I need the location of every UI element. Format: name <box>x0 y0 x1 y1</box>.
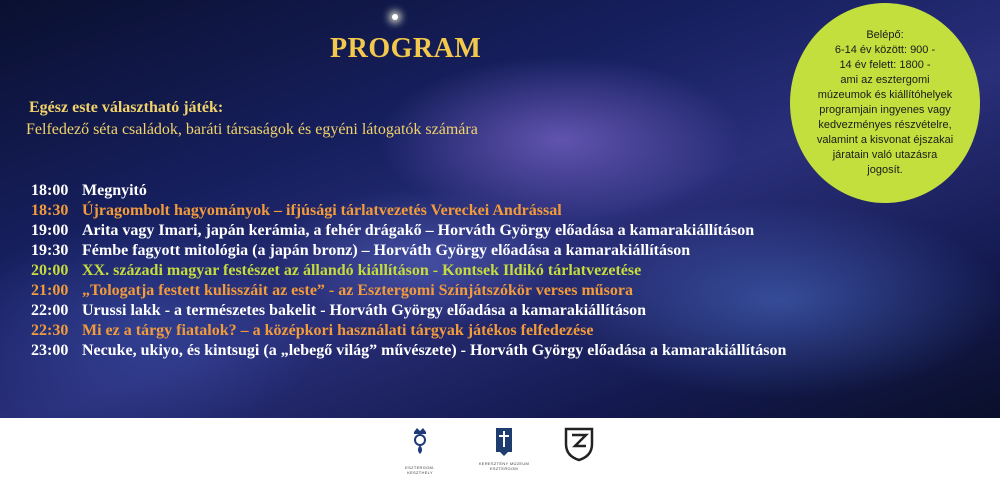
schedule-time: 18:30 <box>31 202 69 219</box>
museum-caption: KERESZTÉNY MÚZEUM <box>478 461 530 466</box>
schedule-row <box>31 221 786 241</box>
schedule-time: 22:30 <box>31 322 69 339</box>
schedule-event: Urussi lakk - a természetes bakelit - Horváth György előadása a kamarakiállításon <box>82 302 646 319</box>
schedule-time: 20:00 <box>31 262 69 279</box>
schedule-row <box>31 261 786 281</box>
schedule-time: 19:00 <box>31 222 69 239</box>
admission-line: 14 év felett: 1800 - <box>839 59 931 71</box>
admission-line: programjain ingyenes vagy <box>819 104 951 116</box>
crown-crest-icon <box>398 426 442 460</box>
admission-line: Belépő: <box>866 29 904 41</box>
shield-monogram-icon <box>563 426 595 462</box>
schedule-event: Necuke, ukiyo, és kintsugi (a „lebegő világ” művészete) - Horváth György előadása a kamarakiállításon <box>82 342 787 359</box>
admission-text <box>810 28 960 178</box>
page-title: PROGRAM <box>330 33 482 64</box>
schedule-event: Fémbe fagyott mitológia (a japán bronz) – Horváth György előadása a kamarakiállításon <box>82 242 691 259</box>
schedule-event: Mi ez a tárgy fiatalok? – a középkori használati tárgyak játékos felfedezése <box>82 322 594 339</box>
schedule-row <box>31 181 786 201</box>
schedule-row <box>31 341 786 361</box>
schedule-event: Arita vagy Imari, japán kerámia, a fehér drágakő – Horváth György előadása a kamarakiállításon <box>82 222 755 239</box>
schedule-row <box>31 201 786 221</box>
schedule-time: 19:30 <box>31 242 69 259</box>
schedule-event: Megnyitó <box>82 182 147 199</box>
footer-logos <box>0 418 1000 477</box>
crown-crest-logo <box>398 426 442 475</box>
schedule-row <box>31 321 786 341</box>
admission-line: jogosít. <box>867 164 903 176</box>
star-decoration <box>392 14 398 20</box>
schedule-time: 22:00 <box>31 302 69 319</box>
cross-tower-icon <box>476 426 532 456</box>
schedule-row <box>31 301 786 321</box>
admission-line: múzeumok és kiállítóhelyek <box>817 89 953 101</box>
schedule-event: „Tologatja festett kulisszáit az este” - az Esztergomi Színjátszókör verses műsora <box>82 282 634 299</box>
cross-tower-logo <box>476 426 532 471</box>
schedule-event: Újragombolt hagyományok – ifjúsági tárlatvezetés Vereckei Andrással <box>82 202 562 219</box>
admission-line: valamint a kisvonat éjszakai <box>816 134 954 146</box>
schedule-list <box>31 181 786 361</box>
admission-line: ami az esztergomi <box>840 74 930 86</box>
crown-crest-caption: ESZTERGOM-KESZTHELY <box>405 465 435 475</box>
admission-bubble <box>790 3 980 203</box>
museum-city-caption: ESZTERGOM <box>489 466 519 471</box>
schedule-time: 23:00 <box>31 342 69 359</box>
schedule-row <box>31 281 786 301</box>
schedule-time: 21:00 <box>31 282 69 299</box>
shield-monogram-logo <box>563 426 595 467</box>
admission-line: kedvezményes részvételre, <box>818 119 952 131</box>
schedule-time: 18:00 <box>31 182 69 199</box>
all-night-heading: Egész este választható játék: <box>29 99 224 116</box>
all-night-description: Felfedező séta családok, baráti társaságok és egyéni látogatók számára <box>26 121 478 138</box>
admission-line: 6-14 év között: 900 - <box>834 44 936 56</box>
schedule-event: XX. századi magyar festészet az állandó kiállításon - Kontsek Ildikó tárlatvezetése <box>82 262 642 279</box>
admission-line: járatain való utazásra <box>832 149 938 161</box>
schedule-row <box>31 241 786 261</box>
